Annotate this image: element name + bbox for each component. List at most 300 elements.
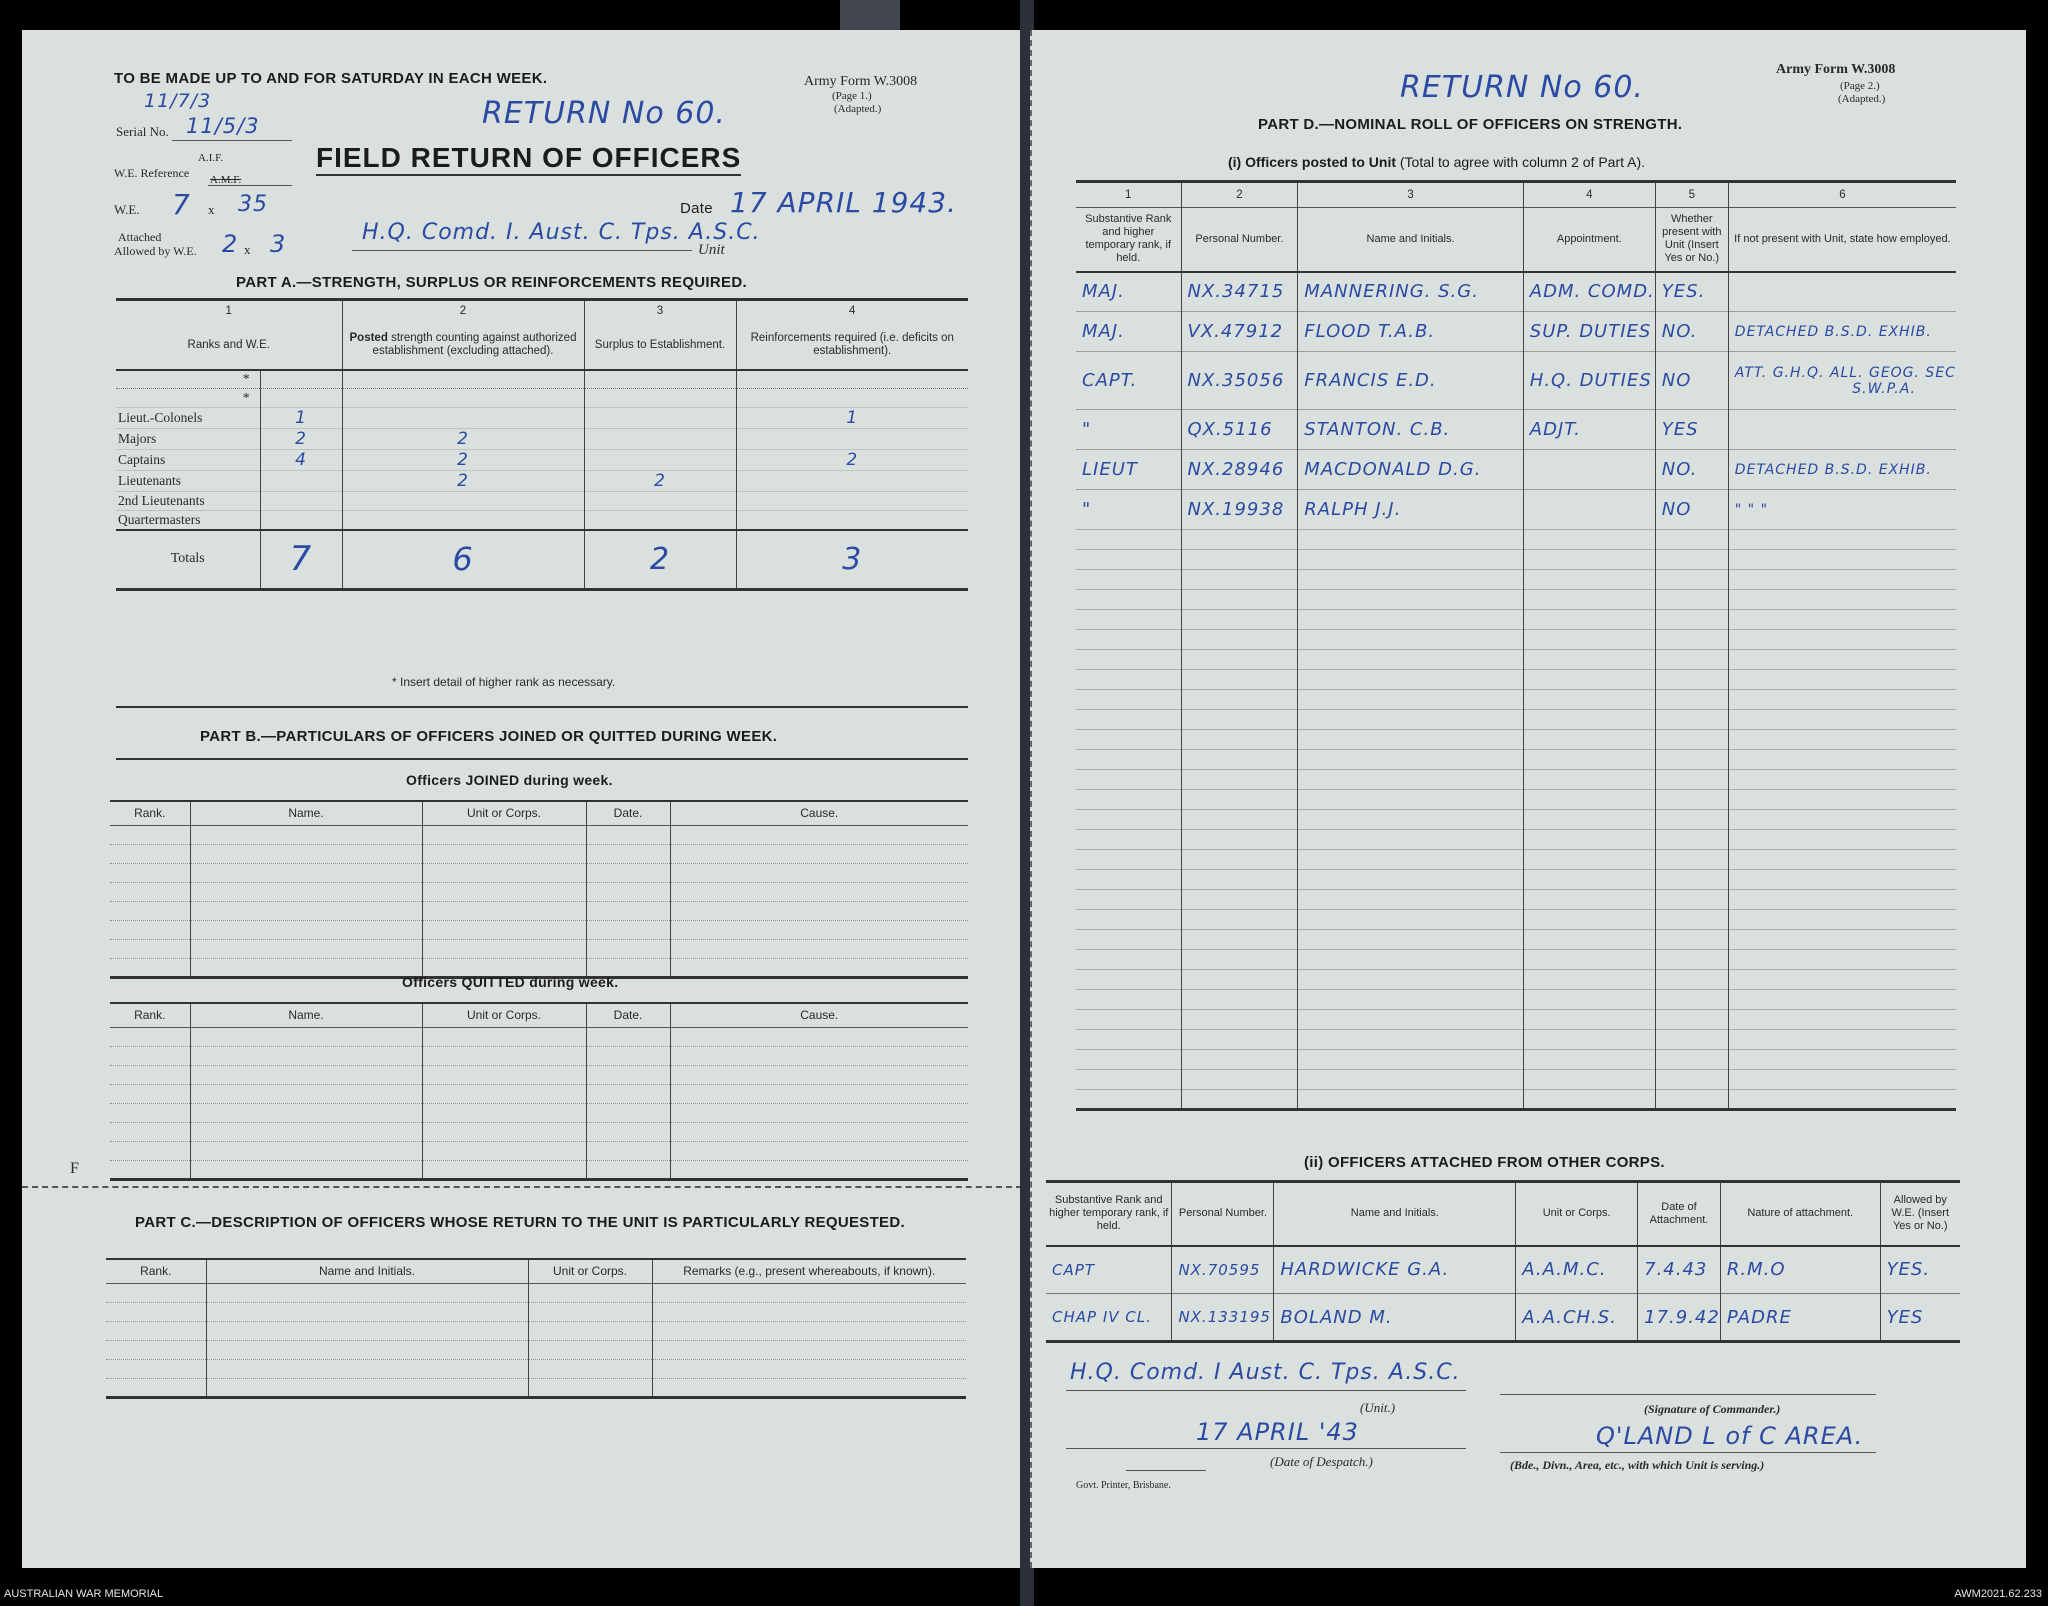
nominal-roll-cell <box>1298 910 1523 930</box>
nominal-roll-cell <box>1076 1010 1181 1030</box>
nominal-roll-cell <box>1523 690 1655 710</box>
joined-cell <box>190 863 422 882</box>
part-c-cell <box>206 1321 528 1340</box>
nominal-roll-blank-row <box>1076 570 1956 590</box>
reinforcement-value <box>736 511 968 530</box>
quitted-cell <box>670 1103 968 1122</box>
joined-cell <box>110 920 190 939</box>
col-number: 5 <box>1655 182 1728 208</box>
part-c-cell <box>106 1378 206 1397</box>
nominal-roll-row <box>1076 312 1956 352</box>
part-c-blank-row <box>106 1340 966 1359</box>
joined-header-cell: Cause. <box>670 801 968 825</box>
nominal-roll-cell <box>1298 550 1523 570</box>
posted-value <box>342 492 584 511</box>
part-d-header-cell: Personal Number. <box>1181 208 1298 272</box>
nominal-roll-cell <box>1728 630 1956 650</box>
part-d-header-cell: Substantive Rank and higher temporary rank, if held. <box>1085 213 1172 265</box>
joined-cell <box>670 920 968 939</box>
nominal-roll-cell <box>1523 770 1655 790</box>
joined-cell <box>586 825 670 844</box>
joined-cell <box>670 882 968 901</box>
part-d-title: PART D.—NOMINAL ROLL OF OFFICERS ON STRENGTH. <box>1258 116 1683 133</box>
nominal-roll-cell <box>1655 730 1728 750</box>
joined-cell <box>110 825 190 844</box>
personal-number-cell: NX.133195 <box>1172 1294 1274 1342</box>
part-c-cell <box>106 1283 206 1302</box>
nominal-roll-cell <box>1076 770 1181 790</box>
nominal-roll-cell <box>1076 630 1181 650</box>
employed-cell <box>1728 272 1956 312</box>
part-c-cell <box>652 1378 966 1397</box>
col-num-1: 1 <box>116 300 342 322</box>
joined-blank-row <box>110 825 968 844</box>
surplus-value <box>584 370 736 389</box>
part-d-header-cell: Name and Initials. <box>1298 208 1523 272</box>
part-e-header-cell: Date of Attachment. <box>1638 1182 1721 1246</box>
nominal-roll-cell <box>1523 590 1655 610</box>
nominal-roll-cell <box>1655 1010 1728 1030</box>
part-c-cell <box>106 1340 206 1359</box>
nominal-roll-cell <box>1298 930 1523 950</box>
employed-cell <box>1728 410 1956 450</box>
we-value-b: 35 <box>238 192 268 217</box>
nominal-roll-blank-row <box>1076 1010 1956 1030</box>
nominal-roll-cell <box>1298 1090 1523 1110</box>
rank-cell: CAPT <box>1052 1260 1095 1279</box>
part-c-cell <box>652 1321 966 1340</box>
part-a-row <box>116 492 968 511</box>
nominal-roll-cell <box>1298 610 1523 630</box>
army-form-label: Army Form W.3008 <box>804 74 918 89</box>
nominal-roll-blank-row <box>1076 530 1956 550</box>
nominal-roll-cell <box>1728 590 1956 610</box>
name-cell: RALPH J.J. <box>1298 490 1523 530</box>
nominal-roll-cell <box>1181 930 1298 950</box>
despatch-date: 17 APRIL '43 <box>1196 1418 1359 1446</box>
nominal-roll-cell <box>1728 1070 1956 1090</box>
col-number: 2 <box>1181 182 1298 208</box>
nominal-roll-cell <box>1523 1050 1655 1070</box>
nominal-roll-cell <box>1298 870 1523 890</box>
joined-blank-row <box>110 844 968 863</box>
posted-value <box>342 389 584 408</box>
nominal-roll-cell <box>1076 1070 1181 1090</box>
nominal-roll-cell <box>1655 570 1728 590</box>
nominal-roll-blank-row <box>1076 1050 1956 1070</box>
quitted-cell <box>670 1027 968 1046</box>
nominal-roll-blank-row <box>1076 1070 1956 1090</box>
col-number: 4 <box>1523 182 1655 208</box>
rank-label: Lieut.-Colonels <box>116 408 260 429</box>
part-c-cell <box>206 1340 528 1359</box>
joined-cell <box>670 939 968 958</box>
joined-cell <box>670 844 968 863</box>
archive-credit: AUSTRALIAN WAR MEMORIAL <box>4 1588 164 1600</box>
quitted-cell <box>670 1065 968 1084</box>
nominal-roll-cell <box>1655 870 1728 890</box>
nominal-roll-cell <box>1523 610 1655 630</box>
nominal-roll-cell <box>1076 530 1181 550</box>
posted-value: 2 <box>342 429 584 450</box>
part-c-cell <box>528 1321 652 1340</box>
nominal-roll-cell <box>1181 550 1298 570</box>
joined-cell <box>670 958 968 977</box>
nominal-roll-cell <box>1298 670 1523 690</box>
quitted-header-cell: Rank. <box>134 1007 166 1022</box>
form-page-2 <box>1030 30 2026 1568</box>
nominal-roll-cell <box>1728 1050 1956 1070</box>
we-value <box>260 511 342 530</box>
quitted-cell <box>586 1046 670 1065</box>
nominal-roll-cell <box>1728 550 1956 570</box>
nominal-roll-cell <box>1298 750 1523 770</box>
nominal-roll-cell <box>1655 1090 1728 1110</box>
we-value: 4 <box>260 450 342 471</box>
quitted-header-cell: Name. <box>190 1003 422 1027</box>
nominal-roll-cell <box>1523 1030 1655 1050</box>
quitted-grid <box>110 1002 968 1181</box>
quitted-cell <box>110 1027 190 1046</box>
header-posted-strength: Posted strength counting against authorized establishment (excluding attached). <box>342 322 584 370</box>
footnote: * Insert detail of higher rank as necessary. <box>392 675 616 689</box>
nominal-roll-cell <box>1181 590 1298 610</box>
part-c-header-cell: Remarks (e.g., present whereabouts, if known). <box>652 1259 966 1283</box>
nominal-roll-cell <box>1728 890 1956 910</box>
reinforcement-value: 2 <box>736 450 968 471</box>
margin-mark: F <box>70 1160 79 1177</box>
attached-label: Attached <box>118 230 162 244</box>
nominal-roll-blank-row <box>1076 710 1956 730</box>
nominal-roll-cell <box>1076 830 1181 850</box>
quitted-cell <box>422 1122 586 1141</box>
nominal-roll-cell <box>1728 950 1956 970</box>
name-cell: MACDONALD D.G. <box>1298 450 1523 490</box>
nominal-roll-cell <box>1298 690 1523 710</box>
attached-officer-row <box>1046 1294 1960 1342</box>
allowed-cell: YES. <box>1880 1246 1960 1294</box>
nominal-roll-cell <box>1728 1030 1956 1050</box>
joined-cell <box>586 882 670 901</box>
unit-signoff: H.Q. Comd. I Aust. C. Tps. A.S.C. <box>1070 1360 1461 1385</box>
reinforcement-value <box>736 492 968 511</box>
nominal-roll-cell <box>1181 770 1298 790</box>
aif-label: A.I.F. <box>198 152 224 164</box>
nominal-roll-cell <box>1728 870 1956 890</box>
part-c-cell <box>528 1283 652 1302</box>
nominal-roll-blank-row <box>1076 770 1956 790</box>
quitted-blank-row <box>110 1046 968 1065</box>
nominal-roll-cell <box>1298 590 1523 610</box>
joined-grid <box>110 800 968 979</box>
nature-cell: PADRE <box>1720 1294 1880 1342</box>
nominal-roll-cell <box>1076 550 1181 570</box>
nominal-roll-cell <box>1728 690 1956 710</box>
part-e-header-cell: Unit or Corps. <box>1516 1182 1638 1246</box>
part-c-cell <box>106 1359 206 1378</box>
joined-cell <box>422 901 586 920</box>
part-c-blank-row <box>106 1283 966 1302</box>
part-c-cell <box>652 1359 966 1378</box>
rank-label: * <box>116 389 260 408</box>
nominal-roll-cell <box>1076 970 1181 990</box>
nominal-roll-blank-row <box>1076 630 1956 650</box>
rank-label: * <box>116 370 260 389</box>
surplus-value <box>584 511 736 530</box>
appointment-cell: H.Q. DUTIES <box>1523 352 1655 410</box>
part-c-cell <box>206 1378 528 1397</box>
nominal-roll-cell <box>1655 930 1728 950</box>
nominal-roll-blank-row <box>1076 930 1956 950</box>
unit-label: Unit <box>698 242 725 258</box>
nominal-roll-blank-row <box>1076 810 1956 830</box>
nominal-roll-blank-row <box>1076 690 1956 710</box>
nominal-roll-cell <box>1298 630 1523 650</box>
employed-cell: DETACHED B.S.D. EXHIB. <box>1728 312 1956 352</box>
joined-cell <box>670 825 968 844</box>
part-c-header-cell: Rank. <box>140 1263 172 1278</box>
quitted-cell <box>110 1103 190 1122</box>
reinforcement-value <box>736 429 968 450</box>
sub-ii-title: (ii) OFFICERS ATTACHED FROM OTHER CORPS. <box>1304 1154 1665 1171</box>
part-c-cell <box>652 1283 966 1302</box>
part-e-header-row <box>1046 1182 1960 1246</box>
nominal-roll-cell <box>1076 790 1181 810</box>
nominal-roll-cell <box>1298 570 1523 590</box>
nominal-roll-cell <box>1523 530 1655 550</box>
employed-line: ATT. G.H.Q. ALL. GEOG. SEC <box>1734 364 1956 381</box>
nominal-roll-cell <box>1523 990 1655 1010</box>
nominal-roll-cell <box>1728 1010 1956 1030</box>
nominal-roll-cell <box>1076 810 1181 830</box>
nominal-roll-cell <box>1655 1030 1728 1050</box>
rank-cell: " <box>1082 419 1092 440</box>
serial-value: 11/5/3 <box>186 114 260 138</box>
quitted-blank-row <box>110 1122 968 1141</box>
present-cell: NO <box>1655 490 1728 530</box>
nominal-roll-cell <box>1298 950 1523 970</box>
nominal-roll-cell <box>1076 890 1181 910</box>
nominal-roll-cell <box>1728 830 1956 850</box>
nominal-roll-blank-row <box>1076 970 1956 990</box>
quitted-blank-row <box>110 1084 968 1103</box>
part-c-cell <box>106 1321 206 1340</box>
we-value: 1 <box>260 408 342 429</box>
joined-cell <box>422 920 586 939</box>
nominal-roll-cell <box>1181 890 1298 910</box>
nominal-roll-cell <box>1181 570 1298 590</box>
serial-label: Serial No. <box>116 124 169 139</box>
part-c-cell <box>528 1359 652 1378</box>
nominal-roll-cell <box>1298 1070 1523 1090</box>
present-cell: NO. <box>1655 312 1728 352</box>
quitted-cell <box>670 1084 968 1103</box>
nominal-roll-blank-row <box>1076 830 1956 850</box>
nominal-roll-cell <box>1181 1070 1298 1090</box>
joined-cell <box>586 901 670 920</box>
nominal-roll-cell <box>1728 810 1956 830</box>
joined-cell <box>586 844 670 863</box>
col-num-3: 3 <box>584 300 736 322</box>
quitted-blank-row <box>110 1141 968 1160</box>
rank-cell: MAJ. <box>1082 281 1125 303</box>
employed-cell <box>1728 352 1956 410</box>
reinforcement-value: 1 <box>736 408 968 429</box>
nominal-roll-cell <box>1655 770 1728 790</box>
part-a-row <box>116 471 968 492</box>
nominal-roll-cell <box>1298 530 1523 550</box>
nominal-roll-cell <box>1076 1030 1181 1050</box>
present-cell: YES. <box>1655 272 1728 312</box>
rank-label: Quartermasters <box>116 511 260 530</box>
quitted-header-cell: Unit or Corps. <box>422 1003 586 1027</box>
name-cell: STANTON. C.B. <box>1298 410 1523 450</box>
col-number: 1 <box>1125 188 1132 201</box>
quitted-cell <box>190 1141 422 1160</box>
joined-cell <box>422 825 586 844</box>
nominal-roll-cell <box>1655 890 1728 910</box>
quitted-cell <box>110 1160 190 1179</box>
rank-label: Captains <box>116 450 260 471</box>
nominal-roll-row <box>1076 410 1956 450</box>
nominal-roll-cell <box>1181 950 1298 970</box>
surplus-value <box>584 450 736 471</box>
part-d-header-row <box>1076 208 1956 272</box>
nominal-roll-cell <box>1728 770 1956 790</box>
nominal-roll-cell <box>1298 1010 1523 1030</box>
nominal-roll-cell <box>1728 650 1956 670</box>
personal-number-cell: NX.35056 <box>1181 352 1298 410</box>
nominal-roll-cell <box>1523 850 1655 870</box>
we-value <box>260 471 342 492</box>
joined-blank-row <box>110 863 968 882</box>
nominal-roll-cell <box>1728 990 1956 1010</box>
quitted-cell <box>422 1027 586 1046</box>
nominal-roll-cell <box>1655 550 1728 570</box>
totals-label: Totals <box>170 551 205 567</box>
part-c-grid <box>106 1258 966 1399</box>
quitted-cell <box>586 1103 670 1122</box>
personal-number-cell: QX.5116 <box>1181 410 1298 450</box>
nominal-roll-cell <box>1076 590 1181 610</box>
quitted-cell <box>586 1122 670 1141</box>
nominal-roll-cell <box>1728 930 1956 950</box>
nominal-roll-cell <box>1523 570 1655 590</box>
quitted-cell <box>190 1027 422 1046</box>
col-number: 3 <box>1298 182 1523 208</box>
nominal-roll-cell <box>1728 790 1956 810</box>
joined-cell <box>110 844 190 863</box>
rank-cell: " <box>1082 499 1092 520</box>
nominal-roll-cell <box>1298 830 1523 850</box>
quitted-header-cell: Date. <box>586 1003 670 1027</box>
nominal-roll-cell <box>1181 1090 1298 1110</box>
nominal-roll-cell <box>1523 870 1655 890</box>
nominal-roll-cell <box>1728 750 1956 770</box>
quitted-cell <box>422 1046 586 1065</box>
binder-clip <box>840 0 900 32</box>
quitted-cell <box>670 1122 968 1141</box>
unit-cell: A.A.CH.S. <box>1516 1294 1638 1342</box>
nominal-roll-blank-row <box>1076 750 1956 770</box>
nominal-roll-cell <box>1298 970 1523 990</box>
quitted-cell <box>190 1103 422 1122</box>
total-surplus: 2 <box>584 530 736 590</box>
joined-blank-row <box>110 901 968 920</box>
nominal-roll-cell <box>1655 810 1728 830</box>
part-c-title: PART C.—DESCRIPTION OF OFFICERS WHOSE RETURN TO THE UNIT IS PARTICULARLY REQUESTED. <box>135 1214 905 1231</box>
quitted-cell <box>190 1160 422 1179</box>
joined-blank-row <box>110 920 968 939</box>
nominal-roll-cell <box>1523 910 1655 930</box>
joined-header-cell: Unit or Corps. <box>422 801 586 825</box>
nominal-roll-cell <box>1728 610 1956 630</box>
part-a-title: PART A.—STRENGTH, SURPLUS OR REINFORCEMENTS REQUIRED. <box>236 274 747 291</box>
serial-value-struck: 11/7/3 <box>144 90 212 112</box>
part-c-blank-row <box>106 1302 966 1321</box>
joined-cell <box>586 920 670 939</box>
part-c-cell <box>106 1302 206 1321</box>
part-d-col-numbers <box>1076 182 1956 208</box>
part-c-cell <box>528 1340 652 1359</box>
part-e-grid <box>1046 1180 1960 1343</box>
joined-cell <box>190 958 422 977</box>
nominal-roll-cell <box>1181 810 1298 830</box>
return-number: RETURN No 60. <box>1400 70 1644 105</box>
rank-cell: CAPT. <box>1082 370 1138 391</box>
rank-cell: MAJ. <box>1082 321 1125 342</box>
nominal-roll-cell <box>1523 670 1655 690</box>
attached-value-b: 3 <box>270 230 287 258</box>
nominal-roll-cell <box>1728 570 1956 590</box>
part-c-blank-row <box>106 1359 966 1378</box>
quitted-cell <box>586 1160 670 1179</box>
nominal-roll-blank-row <box>1076 730 1956 750</box>
personal-number-cell: NX.34715 <box>1181 272 1298 312</box>
unit-caption: (Unit.) <box>1360 1400 1396 1415</box>
joined-cell <box>422 939 586 958</box>
part-c-cell <box>206 1359 528 1378</box>
nominal-roll-cell <box>1523 750 1655 770</box>
nominal-roll-cell <box>1181 730 1298 750</box>
area-caption: (Bde., Divn., Area, etc., with which Unit is serving.) <box>1510 1458 1765 1472</box>
nominal-roll-cell <box>1523 930 1655 950</box>
joined-cell <box>110 863 190 882</box>
nominal-roll-cell <box>1076 1090 1181 1110</box>
printer-note: Govt. Printer, Brisbane. <box>1076 1480 1171 1491</box>
joined-cell <box>586 939 670 958</box>
nominal-roll-cell <box>1076 850 1181 870</box>
nominal-roll-cell <box>1655 670 1728 690</box>
part-e-header-cell: Allowed by W.E. (Insert Yes or No.) <box>1880 1182 1960 1246</box>
nominal-roll-blank-row <box>1076 650 1956 670</box>
nominal-roll-cell <box>1655 970 1728 990</box>
nominal-roll-cell <box>1076 910 1181 930</box>
nominal-roll-cell <box>1655 990 1728 1010</box>
name-cell: FLOOD T.A.B. <box>1298 312 1523 352</box>
quitted-cell <box>110 1122 190 1141</box>
adapted-label: (Adapted.) <box>834 103 882 115</box>
rank-label: Majors <box>116 429 260 450</box>
rank-label: 2nd Lieutenants <box>116 492 260 511</box>
quitted-cell <box>586 1084 670 1103</box>
appointment-cell <box>1523 450 1655 490</box>
nominal-roll-cell <box>1523 730 1655 750</box>
quitted-cell <box>670 1046 968 1065</box>
joined-blank-row <box>110 882 968 901</box>
nominal-roll-cell <box>1181 530 1298 550</box>
reinforcement-value <box>736 370 968 389</box>
